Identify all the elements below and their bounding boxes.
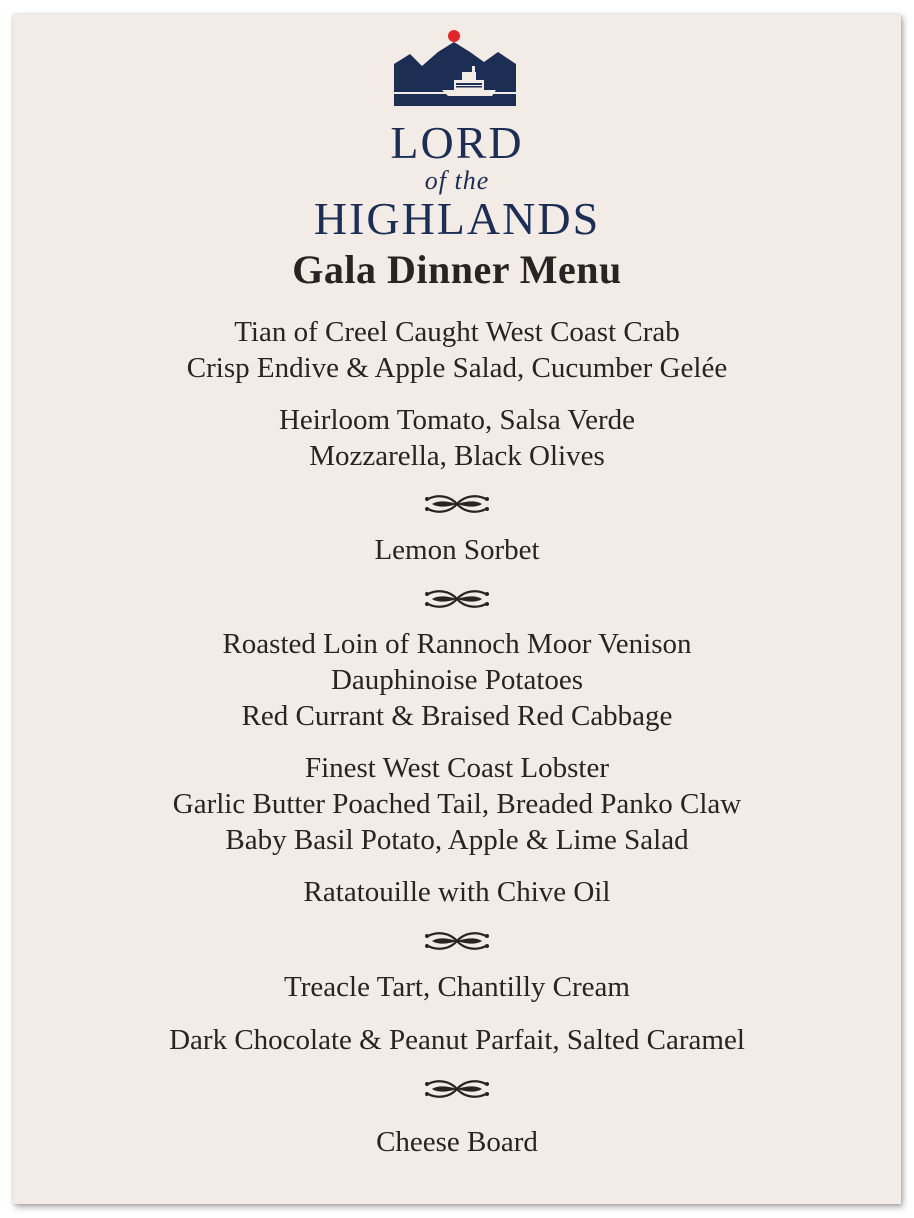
course-line: Treacle Tart, Chantilly Cream [284, 971, 630, 1003]
course-line: Lemon Sorbet [374, 534, 540, 566]
course-line: Tian of Creel Caught West Coast Crab [234, 316, 680, 348]
course-item [13, 969, 901, 1005]
course-line: Cheese Board [376, 1126, 538, 1158]
flourish-ornament-icon [422, 927, 492, 955]
course-line: Dark Chocolate & Peanut Parfait, Salted Caramel [169, 1024, 745, 1056]
brand-line-of-the: of the [424, 166, 490, 195]
course-line: Heirloom Tomato, Salsa Verde [278, 404, 636, 436]
crown-mountains-boat-icon [392, 28, 522, 108]
course-item [13, 1124, 901, 1160]
course-line: Ratatouille with Chive Oil [303, 876, 611, 908]
brand-line-highlands: HIGHLANDS [313, 193, 601, 244]
brand-logo [13, 28, 901, 242]
course-line: Garlic Butter Poached Tail, Breaded Panko Claw [172, 788, 742, 820]
flourish-ornament-icon [422, 1075, 492, 1103]
course-line: Dauphinoise Potatoes [330, 664, 584, 696]
course-item [13, 750, 901, 858]
course-item [13, 402, 901, 474]
menu-card [13, 14, 901, 1204]
course-line: Finest West Coast Lobster [304, 752, 610, 784]
flourish-ornament-icon [422, 490, 492, 518]
course-item [13, 874, 901, 910]
course-item [13, 314, 901, 386]
brand-line-lord: LORD [390, 117, 524, 168]
course-line: Red Currant & Braised Red Cabbage [241, 700, 673, 732]
course-line: Baby Basil Potato, Apple & Lime Salad [225, 824, 689, 856]
flourish-ornament-icon [422, 585, 492, 613]
course-line: Crisp Endive & Apple Salad, Cucumber Gelée [186, 352, 728, 384]
course-line: Roasted Loin of Rannoch Moor Venison [222, 628, 692, 660]
course-line: Mozzarella, Black Olives [309, 440, 605, 472]
course-item [13, 532, 901, 568]
course-item [13, 626, 901, 734]
menu-title: Gala Dinner Menu [292, 247, 622, 292]
course-item [13, 1022, 901, 1058]
